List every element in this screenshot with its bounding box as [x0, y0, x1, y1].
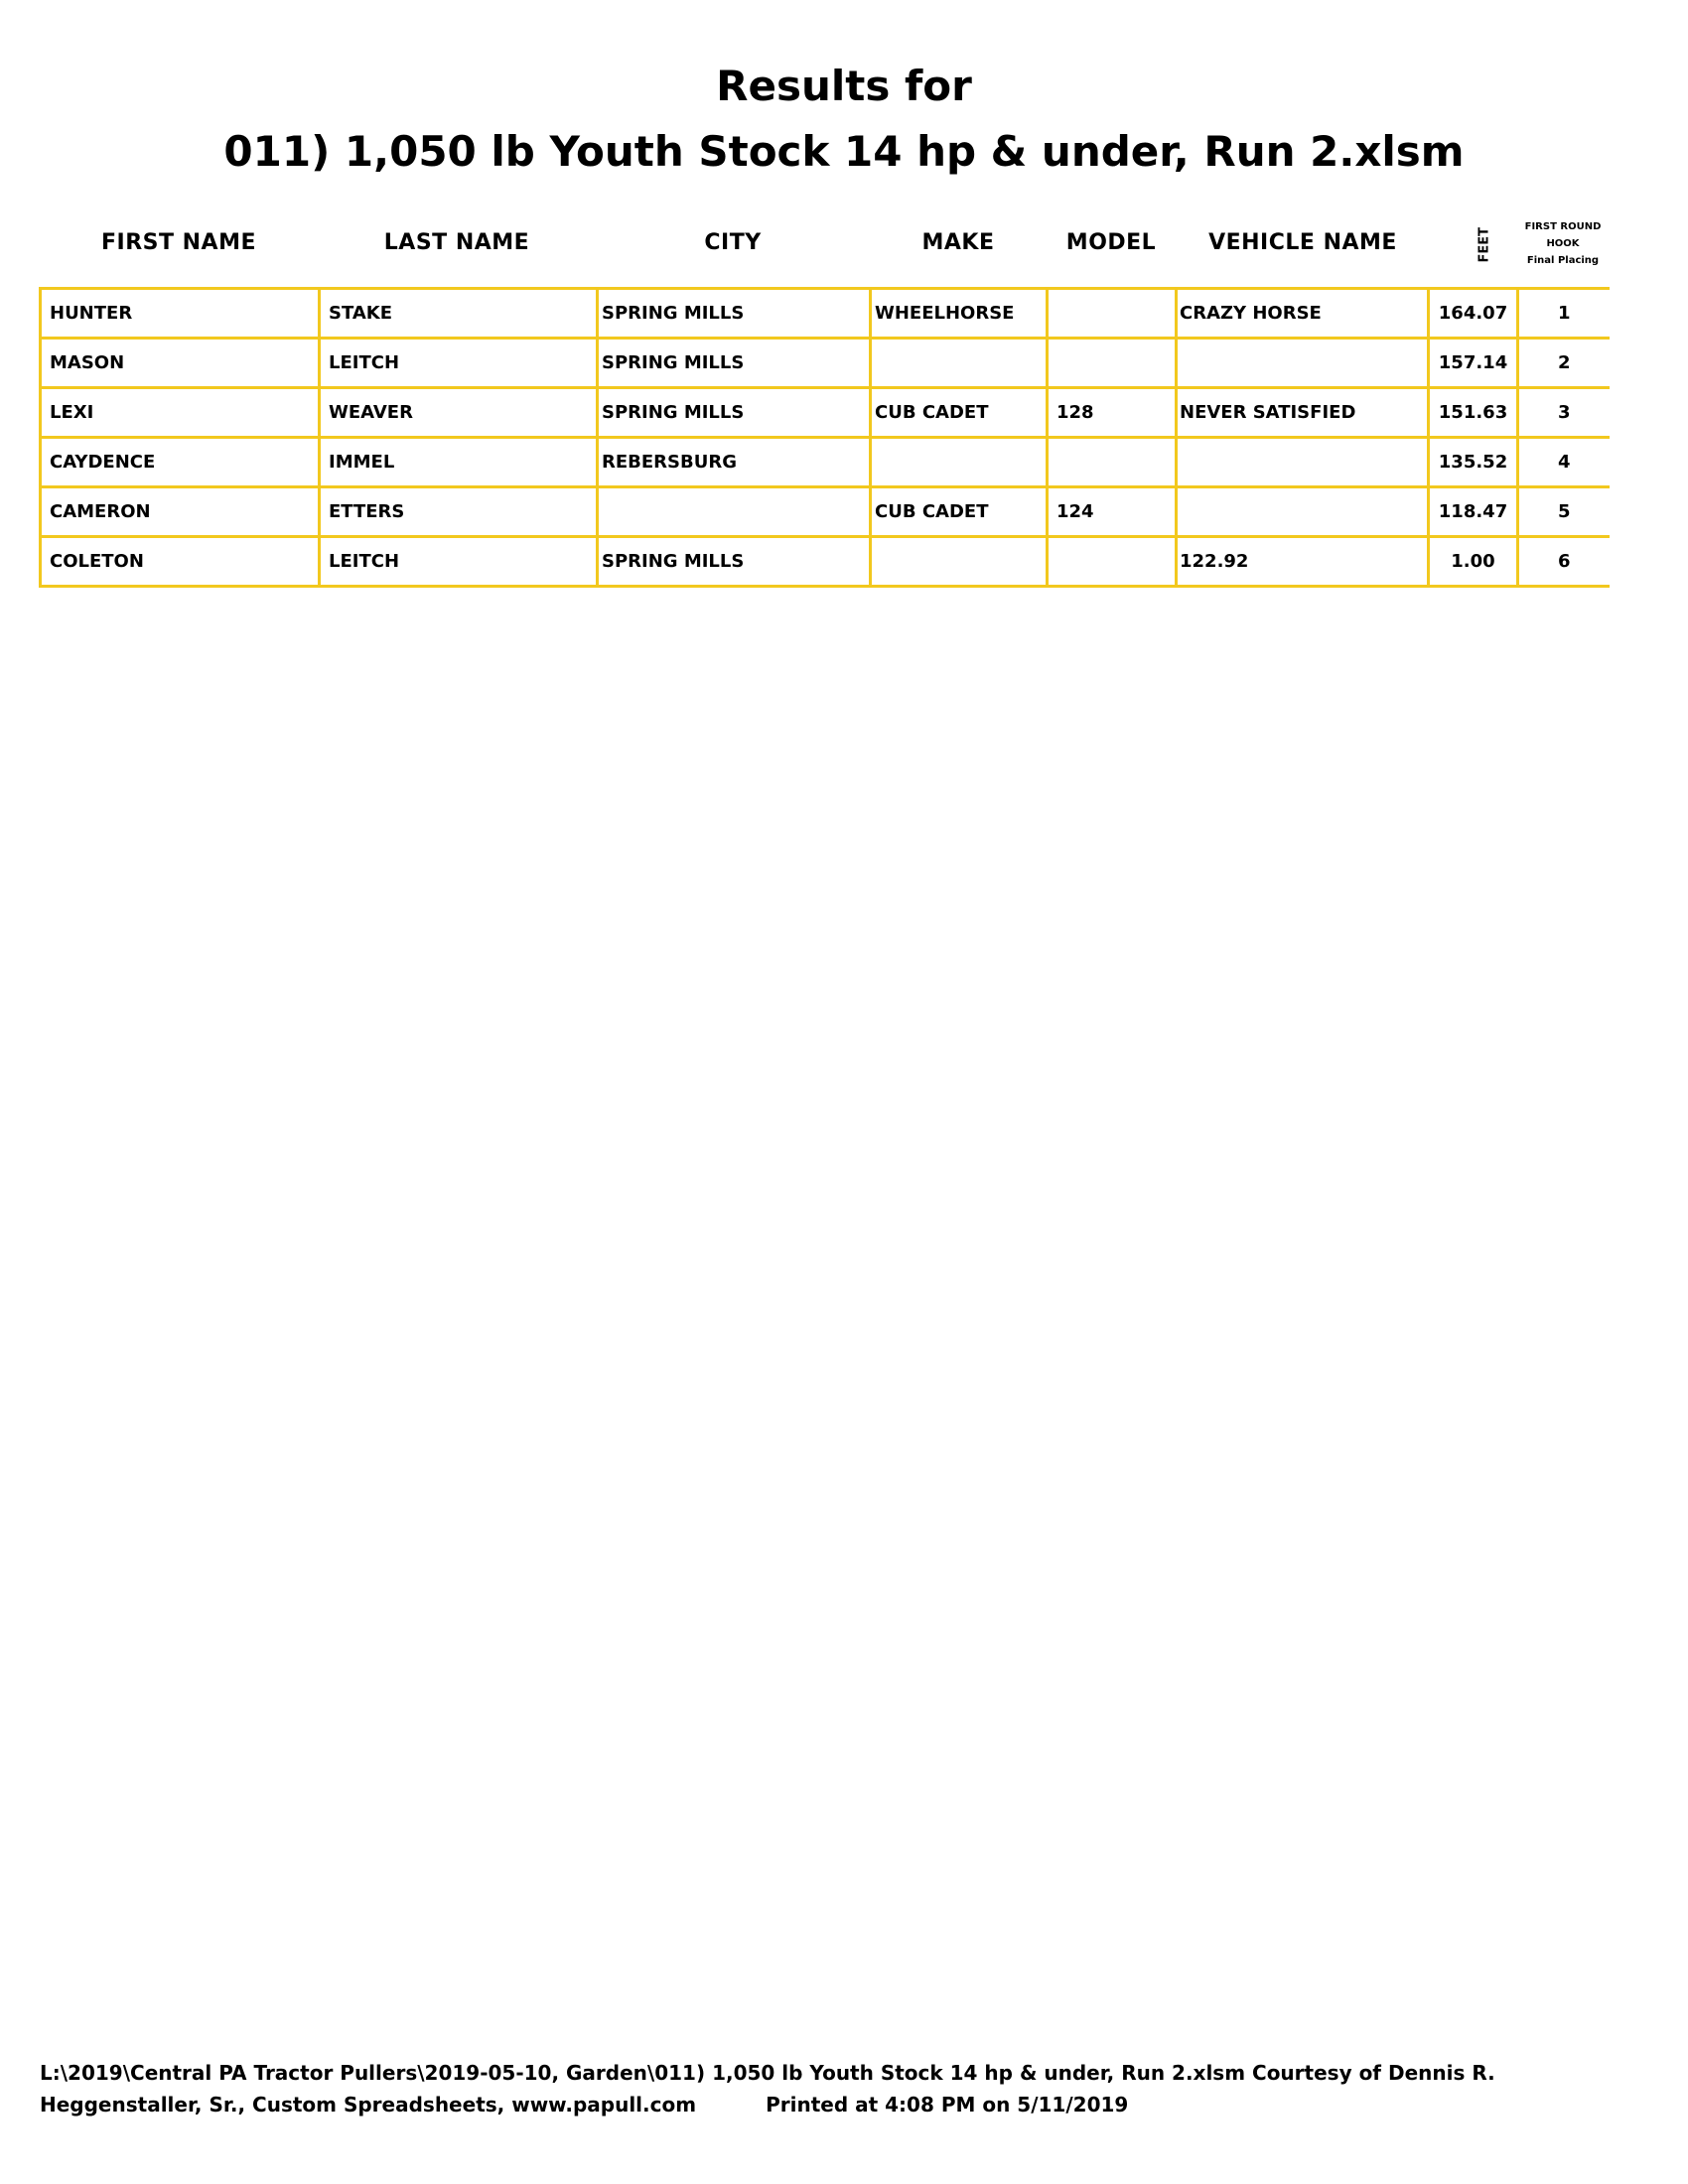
cell-final-placing: 1	[1518, 289, 1610, 339]
cell-last-name: IMMEL	[320, 438, 598, 487]
cell-model	[1048, 289, 1177, 339]
cell-make: WHEELHORSE	[871, 289, 1048, 339]
cell-final-placing: 5	[1518, 487, 1610, 537]
cell-vehicle-name	[1177, 487, 1429, 537]
cell-feet: 164.07	[1429, 289, 1518, 339]
cell-model: 128	[1048, 388, 1177, 438]
table-row	[41, 487, 1610, 537]
column-header-make: MAKE	[921, 230, 995, 255]
column-header-final-placing	[1519, 218, 1607, 269]
cell-city: SPRING MILLS	[598, 537, 871, 587]
cell-model: 124	[1048, 487, 1177, 537]
table-row	[41, 438, 1610, 487]
cell-last-name: LEITCH	[320, 339, 598, 388]
cell-make: CUB CADET	[871, 388, 1048, 438]
cell-last-name: STAKE	[320, 289, 598, 339]
cell-make: CUB CADET	[871, 487, 1048, 537]
placing-header-line2: HOOK	[1546, 238, 1580, 249]
cell-model	[1048, 438, 1177, 487]
cell-vehicle-name	[1177, 438, 1429, 487]
column-header-first-name: FIRST NAME	[100, 230, 257, 255]
column-header-last-name: LAST NAME	[383, 230, 530, 255]
cell-first-name: CAYDENCE	[41, 438, 320, 487]
cell-city: SPRING MILLS	[598, 388, 871, 438]
cell-vehicle-name: NEVER SATISFIED	[1177, 388, 1429, 438]
cell-last-name: WEAVER	[320, 388, 598, 438]
report-subtitle: 011) 1,050 lb Youth Stock 14 hp & under, Run 2.xlsm	[223, 127, 1465, 176]
cell-last-name: ETTERS	[320, 487, 598, 537]
cell-feet: 1.00	[1429, 537, 1518, 587]
cell-make	[871, 537, 1048, 587]
results-table	[39, 287, 1610, 588]
cell-city	[598, 487, 871, 537]
cell-final-placing: 3	[1518, 388, 1610, 438]
table-row	[41, 339, 1610, 388]
cell-first-name: COLETON	[41, 537, 320, 587]
table-row	[41, 289, 1610, 339]
column-header-vehicle-name: VEHICLE NAME	[1208, 230, 1397, 255]
footer-credits	[40, 2093, 1648, 2116]
cell-feet: 118.47	[1429, 487, 1518, 537]
footer-printed-time: Printed at 4:08 PM on 5/11/2019	[766, 2093, 1129, 2116]
placing-header-line3: Final Placing	[1526, 255, 1600, 266]
cell-city: REBERSBURG	[598, 438, 871, 487]
cell-vehicle-name: 122.92	[1177, 537, 1429, 587]
footer-file-path: L:\2019\Central PA Tractor Pullers\2019-05-10, Garden\011) 1,050 lb Youth Stock 14 hp & under, Run 2.xlsm Courtesy of Dennis R.	[40, 2061, 1495, 2085]
cell-first-name: HUNTER	[41, 289, 320, 339]
column-header-model: MODEL	[1065, 230, 1157, 255]
cell-feet: 151.63	[1429, 388, 1518, 438]
placing-header-line1: FIRST ROUND	[1524, 221, 1602, 232]
table-row	[41, 537, 1610, 587]
cell-last-name: LEITCH	[320, 537, 598, 587]
cell-make	[871, 438, 1048, 487]
cell-vehicle-name	[1177, 339, 1429, 388]
cell-city: SPRING MILLS	[598, 339, 871, 388]
cell-first-name: LEXI	[41, 388, 320, 438]
cell-vehicle-name: CRAZY HORSE	[1177, 289, 1429, 339]
cell-final-placing: 4	[1518, 438, 1610, 487]
footer-courtesy: Heggenstaller, Sr., Custom Spreadsheets, www.papull.com	[40, 2093, 697, 2116]
cell-model	[1048, 339, 1177, 388]
cell-first-name: CAMERON	[41, 487, 320, 537]
cell-first-name: MASON	[41, 339, 320, 388]
cell-final-placing: 2	[1518, 339, 1610, 388]
cell-final-placing: 6	[1518, 537, 1610, 587]
cell-model	[1048, 537, 1177, 587]
report-title: Results for	[716, 62, 972, 110]
column-header-city: CITY	[704, 230, 762, 255]
table-row	[41, 388, 1610, 438]
cell-city: SPRING MILLS	[598, 289, 871, 339]
column-header-feet: FEET	[1477, 226, 1492, 263]
cell-make	[871, 339, 1048, 388]
cell-feet: 135.52	[1429, 438, 1518, 487]
cell-feet: 157.14	[1429, 339, 1518, 388]
